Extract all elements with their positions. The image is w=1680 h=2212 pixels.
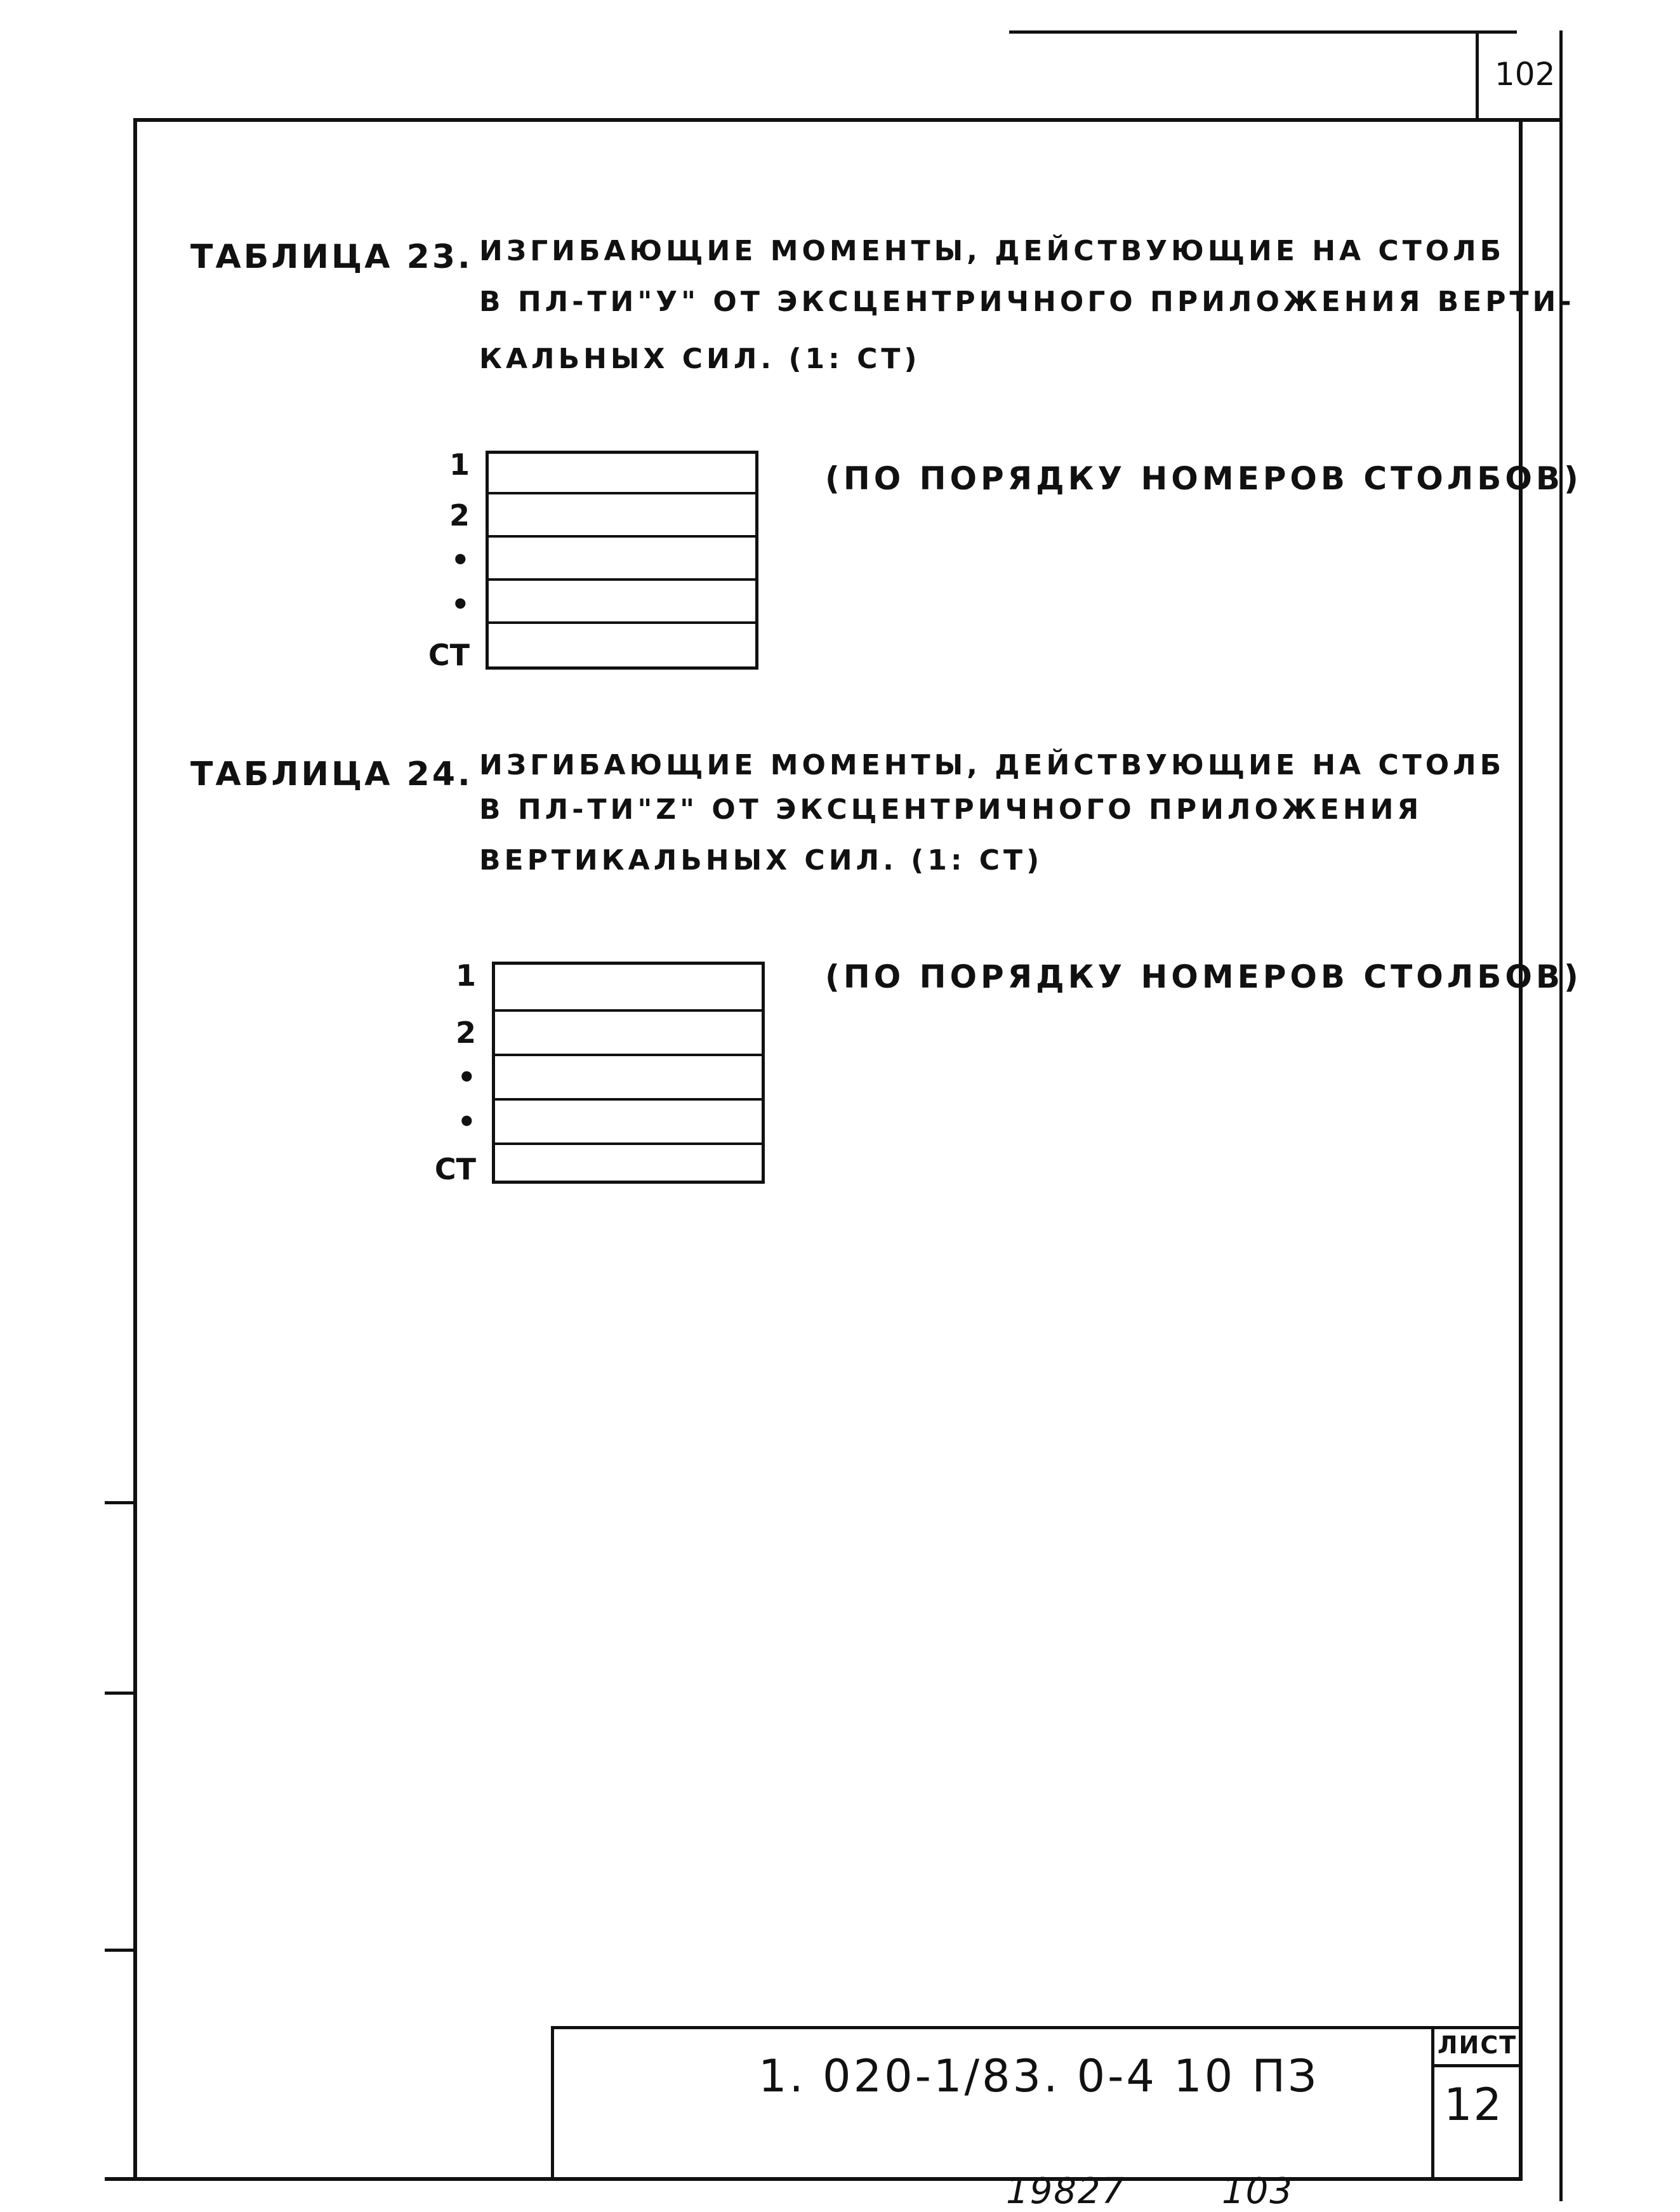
table23-row-label: 2 <box>449 498 470 533</box>
table24-label: ТАБЛИЦА 24. <box>190 755 473 793</box>
margin-tick <box>105 1501 136 1504</box>
table24-title-line-2: В ПЛ-ТИ"Z" ОТ ЭКСЦЕНТРИЧНОГО ПРИЛОЖЕНИЯ <box>479 793 1423 826</box>
title-block-sheet-label-underline <box>1431 2064 1520 2067</box>
table24-row-label: СТ <box>434 1152 476 1186</box>
frame-right-inner <box>1519 118 1523 2181</box>
table24-row-divider <box>495 1009 762 1012</box>
table24-row-label: • <box>457 1104 476 1139</box>
frame-right-outer <box>1559 30 1563 2201</box>
title-block-sheet-divider <box>1431 2026 1434 2178</box>
table23-label: ТАБЛИЦА 23. <box>190 238 473 276</box>
table24-title-line-3: ВЕРТИКАЛЬНЫХ СИЛ. (1: СТ) <box>479 844 1043 877</box>
table23-title-line-3: КАЛЬНЫХ СИЛ. (1: СТ) <box>479 343 921 375</box>
table23-row-label: • <box>451 587 470 621</box>
table24-row-divider <box>495 1098 762 1101</box>
frame-bottom <box>105 2177 1523 2181</box>
table23-row-divider <box>489 535 755 538</box>
table23-row-label: СТ <box>428 638 470 672</box>
table23-row-divider <box>489 578 755 581</box>
table23-title-line-1: ИЗГИБАЮЩИЕ МОМЕНТЫ, ДЕЙСТВУЮЩИЕ НА СТОЛБ <box>479 235 1505 267</box>
footer-code-left: 19827 <box>1006 2171 1126 2212</box>
document-code: 1. 020-1/83. 0-4 10 ПЗ <box>758 2050 1320 2102</box>
page-number-box-left <box>1476 30 1479 119</box>
page-number: 102 <box>1495 56 1556 93</box>
table23-row-divider <box>489 621 755 624</box>
sheet-label: ЛИСТ <box>1438 2031 1518 2059</box>
table24-note: (ПО ПОРЯДКУ НОМЕРОВ СТОЛБОВ) <box>825 958 1582 995</box>
table24-grid <box>492 962 765 1184</box>
table23-row-label: • <box>451 543 470 577</box>
title-block-top <box>551 2026 1522 2029</box>
table24-title-line-1: ИЗГИБАЮЩИЕ МОМЕНТЫ, ДЕЙСТВУЮЩИЕ НА СТОЛБ <box>479 749 1505 781</box>
table23-grid <box>486 451 758 670</box>
table24-row-divider <box>495 1054 762 1056</box>
table24-row-divider <box>495 1142 762 1145</box>
sheet-number: 12 <box>1444 2079 1504 2131</box>
table24-row-label: 2 <box>455 1016 476 1050</box>
table24-row-label: 1 <box>455 958 476 993</box>
frame-left <box>133 118 137 2181</box>
table23-row-label: 1 <box>449 447 470 482</box>
margin-tick <box>105 1692 136 1695</box>
top-right-stub-line <box>1009 30 1517 34</box>
frame-top <box>133 118 1563 122</box>
title-block-left <box>551 2026 554 2178</box>
table24-row-label: • <box>457 1060 476 1094</box>
table23-note: (ПО ПОРЯДКУ НОМЕРОВ СТОЛБОВ) <box>825 460 1582 497</box>
footer-code-right: 103 <box>1222 2171 1293 2212</box>
margin-tick <box>105 1949 136 1952</box>
table23-row-divider <box>489 492 755 494</box>
table23-title-line-2: В ПЛ-ТИ"У" ОТ ЭКСЦЕНТРИЧНОГО ПРИЛОЖЕНИЯ ВЕРТИ- <box>479 286 1575 318</box>
